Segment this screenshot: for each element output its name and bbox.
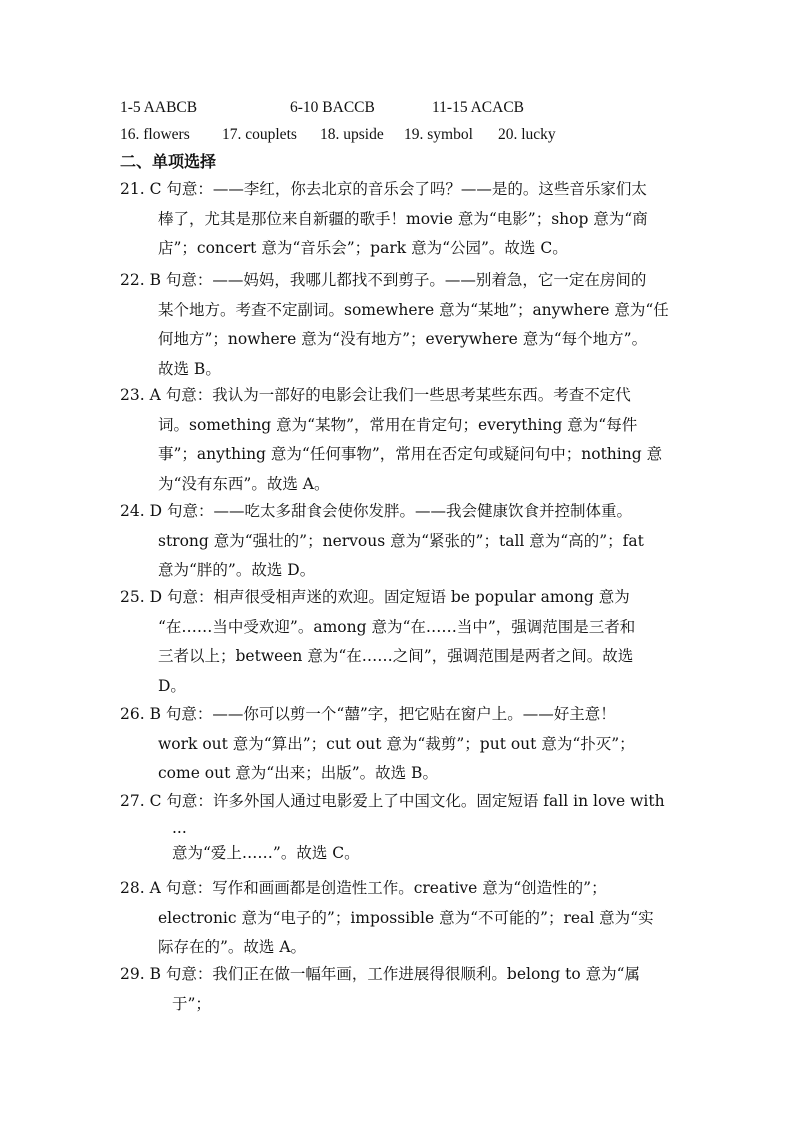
item-number: 29.: [120, 965, 145, 983]
item-line: strong 意为“强壮的”；nervous 意为“紧张的”；tall 意为“高的”；fat: [158, 531, 644, 550]
item-line: electronic 意为“电子的”；impossible 意为“不可能的”；real 意为“实: [158, 908, 654, 927]
item-line-text: A 句意：我认为一部好的电影会让我们一些思考某些东西。考查不定代: [149, 386, 631, 404]
item-line: [120, 266, 685, 296]
answer-group-6-10: 6-10 BACCB: [290, 99, 375, 116]
explanation-item-22: [120, 266, 685, 384]
item-line: 棒了，尤其是那位来自新疆的歌手！movie 意为“电影”；shop 意为“商: [158, 209, 648, 228]
explanation-item-23: [120, 381, 685, 499]
item-number: 28.: [120, 879, 145, 897]
item-number: 26.: [120, 705, 145, 723]
item-line-text: D 句意：——吃太多甜食会使你发胖。——我会健康饮食并控制体重。: [149, 502, 632, 520]
item-line: “在……当中受欢迎”。among 意为“在……当中”，强调范围是三者和: [158, 617, 636, 636]
answer-17: 17. couplets: [222, 126, 297, 143]
item-line: 店”；concert 意为“音乐会”；park 意为“公园”。故选 C。: [158, 239, 568, 257]
item-line: [120, 497, 685, 527]
item-number: 25.: [120, 588, 145, 606]
item-line: 某个地方。考查不定副词。somewhere 意为“某地”；anywhere 意为“任: [158, 300, 669, 319]
answer-19: 19. symbol: [404, 126, 473, 143]
item-line: [120, 960, 685, 990]
item-line: 为“没有东西”。故选 A。: [158, 474, 330, 493]
item-number: 23.: [120, 386, 145, 404]
item-line: 意为“胖的”。故选 D。: [158, 561, 316, 579]
answer-16: 16. flowers: [120, 126, 190, 143]
item-line: [120, 700, 685, 730]
item-line-text: C 句意：许多外国人通过电影爱上了中国文化。固定短语 fall in love with: [149, 792, 665, 810]
item-line: [120, 787, 685, 817]
item-line: 何地方”；nowhere 意为“没有地方”；everywhere 意为“每个地方”。: [158, 330, 648, 348]
explanation-item-25: [120, 583, 685, 701]
explanation-item-28: [120, 874, 685, 963]
item-line: 三者以上；between 意为“在……之间”，强调范围是两者之间。故选: [158, 647, 634, 665]
explanation-item-21: [120, 175, 685, 264]
item-line-text: B 句意：我们正在做一幅年画，工作进展得很顺利。belong to 意为“属: [149, 965, 641, 983]
item-line: 际存在的”。故选 A。: [158, 938, 307, 956]
item-line: [120, 583, 685, 613]
item-number: 24.: [120, 502, 145, 520]
item-line: 于”；: [172, 994, 211, 1013]
item-line: [120, 381, 685, 411]
answer-group-1-5: 1-5 AABCB: [120, 99, 198, 116]
item-line: 故选 B。: [158, 359, 221, 378]
item-line: [120, 175, 685, 205]
item-line: D。: [158, 676, 186, 695]
item-line-text: C 句意：——李红，你去北京的音乐会了吗？——是的。这些音乐家们太: [149, 180, 647, 198]
item-line-text: B 句意：——妈妈，我哪儿都找不到剪子。——别着急，它一定在房间的: [149, 271, 647, 289]
explanation-item-24: [120, 497, 685, 586]
item-line: 事”；anything 意为“任何事物”，常用在否定句或疑问句中；nothing 意: [158, 445, 663, 463]
item-line: come out 意为“出来；出版”。故选 B。: [158, 764, 438, 782]
item-line: [120, 874, 685, 904]
item-number: 22.: [120, 271, 145, 289]
item-line-text: D 句意：相声很受相声迷的欢迎。固定短语 be popular among 意为: [149, 588, 630, 606]
explanation-item-26: [120, 700, 685, 789]
item-line: 意为“爱上……”。故选 C。: [172, 843, 360, 862]
item-line: ...: [172, 818, 187, 837]
answer-group-11-15: 11-15 ACACB: [432, 99, 525, 116]
section-title: 二、单项选择: [120, 152, 217, 171]
item-number: 21.: [120, 180, 145, 198]
item-line-text: B 句意：——你可以剪一个“囍”字，把它贴在窗户上。——好主意！: [149, 705, 616, 723]
explanation-item-29: [120, 960, 685, 1019]
item-number: 27.: [120, 792, 145, 810]
item-line: 词。something 意为“某物”，常用在肯定句；everything 意为“每件: [158, 415, 638, 434]
item-line-text: A 句意：写作和画画都是创造性工作。creative 意为“创造性的”；: [149, 879, 607, 897]
answer-18: 18. upside: [320, 126, 384, 143]
answer-20: 20. lucky: [498, 126, 556, 143]
explanation-item-27: [120, 787, 685, 868]
item-line: work out 意为“算出”；cut out 意为“裁剪”；put out 意为“扑灭”；: [158, 734, 635, 753]
